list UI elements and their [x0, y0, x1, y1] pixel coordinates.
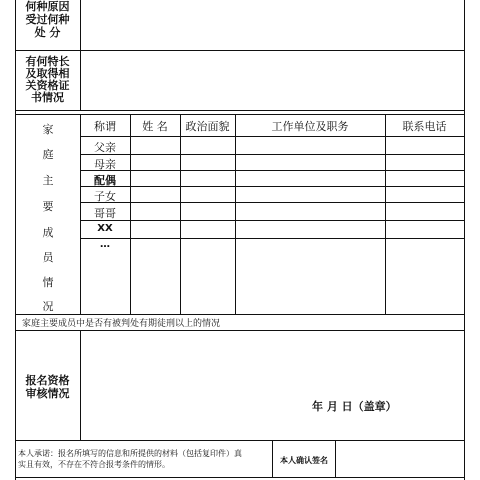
header-name: 姓 名: [142, 120, 168, 133]
family-row-divider: [80, 238, 465, 239]
reason-label-line: 受过何种: [25, 13, 70, 26]
header-phone: 联系电话: [402, 120, 447, 133]
family-label-char: 主: [42, 174, 54, 187]
reason-label-line: 何种原因: [25, 0, 70, 13]
relation-cell: 哥哥: [94, 207, 116, 220]
family-col-divider: [130, 114, 131, 314]
label-column-divider: [80, 330, 81, 440]
signature-field[interactable]: [336, 441, 463, 476]
family-header-divider: [80, 136, 465, 137]
table-border-right: [464, 0, 465, 480]
label-column-divider: [80, 0, 81, 110]
qualification-label: [15, 374, 80, 400]
family-row-divider: [80, 220, 465, 221]
row-divider: [15, 114, 465, 115]
specialty-label-line: 关资格证: [25, 79, 70, 92]
row-divider: [15, 330, 465, 331]
family-label-char: 庭: [42, 148, 54, 161]
pledge-line: 本人承诺：报名所填写的信息和所提供的材料（包括复印件）真: [18, 449, 242, 458]
family-label-char: 况: [42, 300, 54, 313]
family-row-divider: [80, 186, 465, 187]
family-label-char: 家: [42, 123, 54, 136]
relation-cell: 子女: [94, 190, 116, 203]
family-label-char: 情: [42, 276, 54, 289]
family-col-divider: [385, 114, 386, 314]
reason-label: [15, 0, 80, 39]
family-label-char: 员: [42, 251, 54, 264]
pledge-text: [18, 448, 242, 470]
row-divider: [15, 110, 465, 111]
seal-date: 年 月 日（盖章）: [312, 400, 397, 413]
criminal-note: 家庭主要成员中是否有被判处有期徒刑以上的情况: [22, 319, 221, 329]
pledge-line: 实且有效，不存在不符合报考条件的情形。: [18, 460, 170, 469]
family-col-divider: [180, 114, 181, 314]
relation-cell: 母亲: [94, 158, 116, 171]
specialty-label-line: 书情况: [31, 91, 64, 104]
family-row-divider: [80, 154, 465, 155]
header-relation: 称谓: [94, 120, 116, 133]
specialty-label-line: 有何特长: [25, 55, 70, 68]
qualification-label-line: 审核情况: [25, 387, 70, 400]
relation-cell: XX: [97, 223, 113, 234]
row-divider: [15, 50, 465, 51]
signature-divider: [272, 440, 273, 478]
family-col-divider: [235, 114, 236, 314]
reason-label-line: 处 分: [34, 26, 61, 39]
family-row-divider: [80, 170, 465, 171]
specialty-label-line: 及取得相: [25, 67, 70, 80]
table-border-bottom: [15, 477, 465, 478]
header-work: 工作单位及职务: [271, 120, 349, 133]
relation-cell: …: [100, 239, 110, 250]
relation-cell: 父亲: [94, 141, 116, 154]
family-label-char: 要: [42, 200, 54, 213]
row-divider: [15, 314, 465, 315]
relation-cell: 配偶: [94, 174, 116, 187]
family-label-char: 成: [42, 226, 54, 239]
header-politics: 政治面貌: [185, 120, 230, 133]
signature-label: 本人确认签名: [280, 456, 328, 465]
qualification-label-line: 报名资格: [25, 374, 70, 387]
family-row-divider: [80, 202, 465, 203]
specialty-label: [15, 56, 80, 104]
